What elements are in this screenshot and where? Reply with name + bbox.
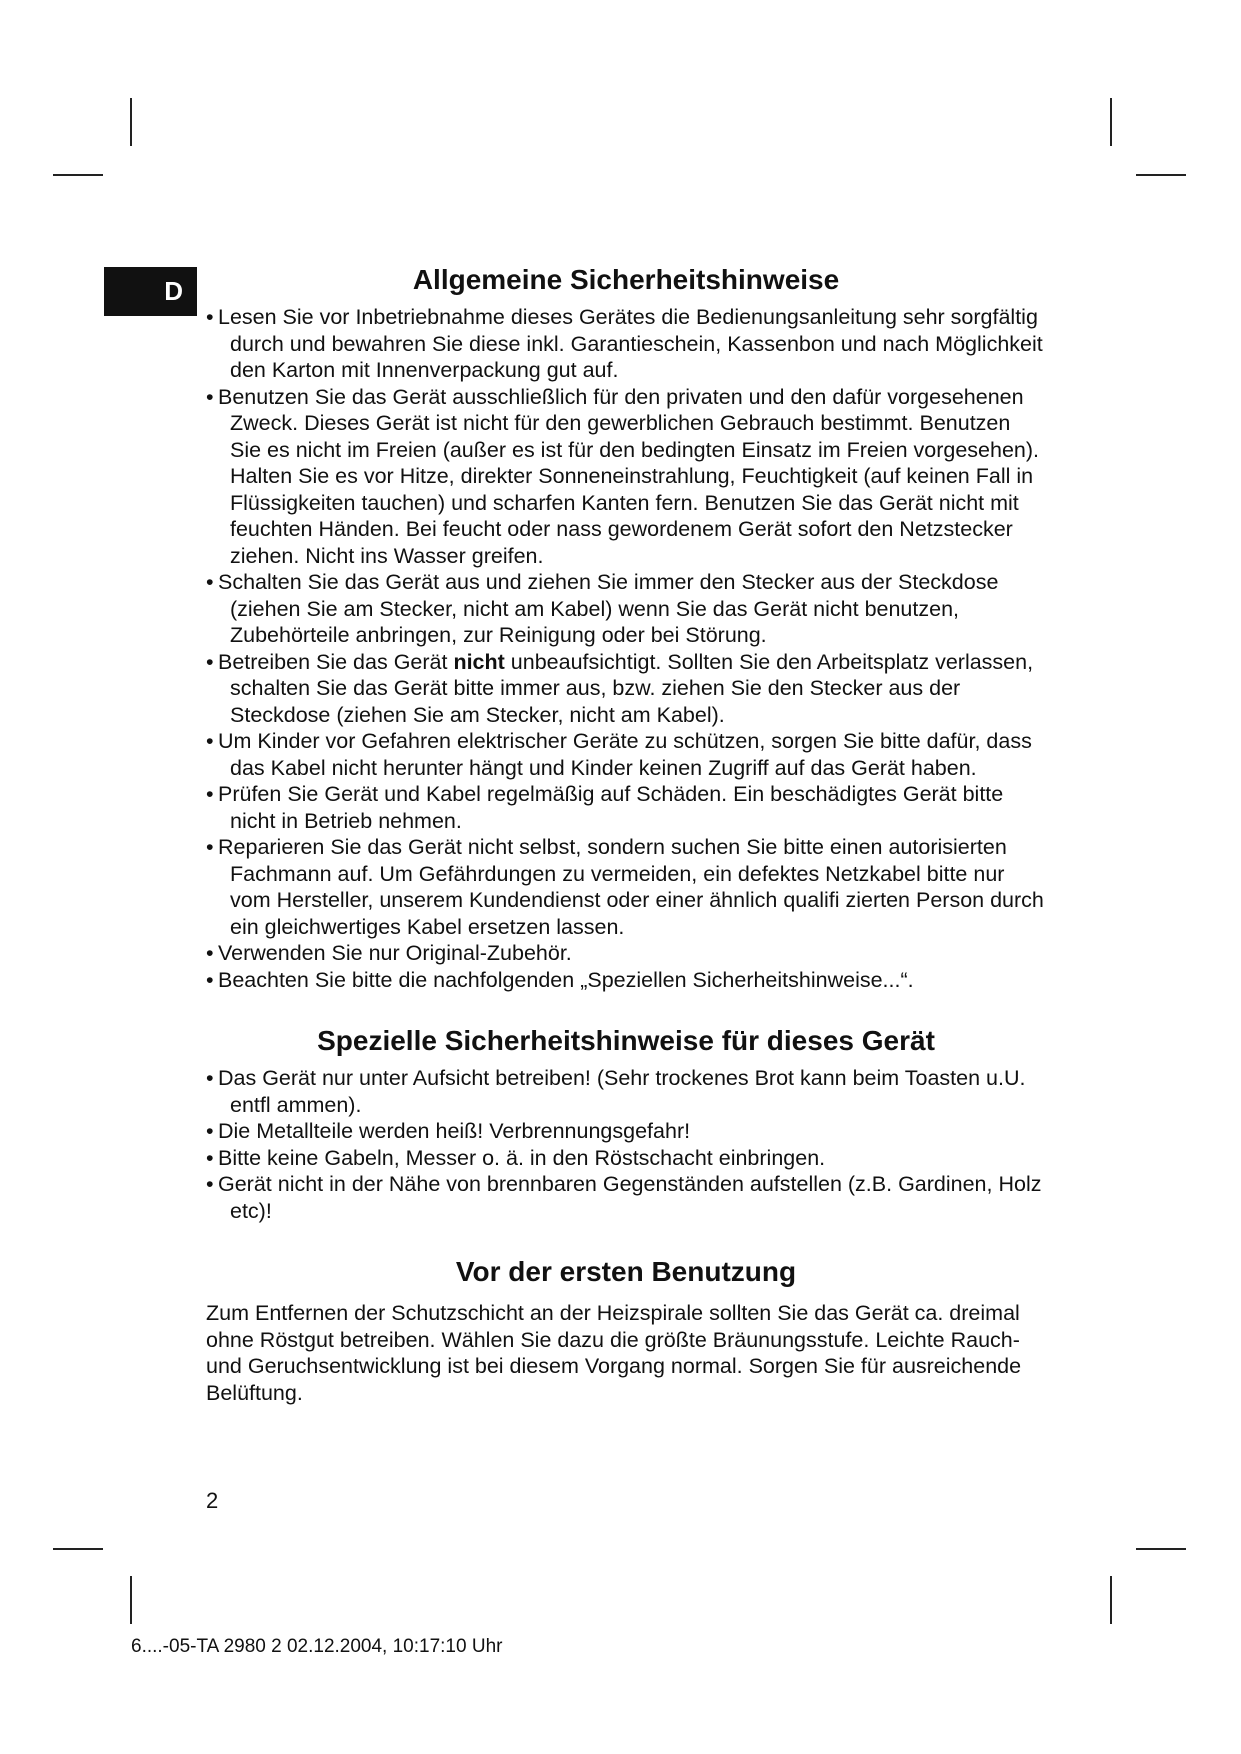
list-item-text: unbeaufsichtigt. Sollten Sie den Arbeitsplatz verlassen, schalten Sie das Gerät bitte immer aus, bzw. ziehen Sie den Stecker aus der Steckdose (ziehen Sie am Stecker, nicht am Kabel). xyxy=(230,649,1034,727)
list-item: • Bitte keine Gabeln, Messer o. ä. in den Röstschacht einbringen. xyxy=(206,1145,1046,1172)
crop-mark-bottom-right-horizontal xyxy=(1136,1548,1186,1550)
list-item: • Verwenden Sie nur Original-Zubehör. xyxy=(206,940,1046,967)
page-content xyxy=(206,262,1046,1406)
list-item-text: Betreiben Sie das Gerät xyxy=(218,649,454,674)
general-safety-heading: Allgemeine Sicherheitshinweise xyxy=(412,264,840,295)
crop-mark-bottom-right-vertical xyxy=(1110,1576,1112,1624)
crop-mark-top-left-horizontal xyxy=(53,174,103,176)
list-item: • Benutzen Sie das Gerät ausschließlich für den privaten und den dafür vorgesehenen Zweck. Dieses Gerät ist nicht für den gewerblichen Gebrauch bestimmt. Benutzen Sie es nicht im Freien (außer es ist für den bedingten Einsatz im Freien vorgesehen). Halten Sie es vor Hitze, direkter Sonneneinstrahlung, Feuchtigkeit (auf keinen Fall in Flüssigkeiten tauchen) und scharfen Kanten fern. Benutzen Sie das Gerät nicht mit feuchten Händen. Bei feucht oder nass gewordenem Gerät sofort den Netzstecker ziehen. Nicht ins Wasser greifen. xyxy=(206,384,1046,570)
first-use-paragraph: Zum Entfernen der Schutzschicht an der Heizspirale sollten Sie das Gerät ca. dreimal ohne Röstgut betreiben. Wählen Sie dazu die größte Bräunungsstufe. Leichte Rauch- und Geruchsentwicklung ist bei diesem Vorgang normal. Sorgen Sie für ausreichende Belüftung. xyxy=(206,1301,1022,1405)
list-item: • Beachten Sie bitte die nachfolgenden „Speziellen Sicherheitshinweise...“. xyxy=(206,967,1046,994)
list-item xyxy=(206,649,1046,729)
special-safety-section xyxy=(206,1023,1046,1224)
general-safety-section xyxy=(206,262,1046,993)
list-item: • Schalten Sie das Gerät aus und ziehen Sie immer den Stecker aus der Steckdose (ziehen Sie am Stecker, nicht am Kabel) wenn Sie das Gerät nicht benutzen, Zubehörteile anbringen, zur Reinigung oder bei Störung. xyxy=(206,569,1046,649)
crop-mark-bottom-left-vertical xyxy=(130,1576,132,1624)
list-item: • Das Gerät nur unter Aufsicht betreiben! (Sehr trockenes Brot kann beim Toasten u.U. entfl ammen). xyxy=(206,1065,1046,1118)
crop-mark-top-right-vertical xyxy=(1110,98,1112,146)
list-item-bold-text: nicht xyxy=(453,649,505,674)
print-footer: 6....-05-TA 2980 2 02.12.2004, 10:17:10 Uhr xyxy=(131,1636,503,1657)
crop-mark-bottom-left-horizontal xyxy=(53,1548,103,1550)
list-item: • Prüfen Sie Gerät und Kabel regelmäßig auf Schäden. Ein beschädigtes Gerät bitte nicht in Betrieb nehmen. xyxy=(206,781,1046,834)
general-safety-list xyxy=(206,304,1046,993)
crop-mark-top-right-horizontal xyxy=(1136,174,1186,176)
crop-mark-top-left-vertical xyxy=(130,98,132,146)
list-item: • Reparieren Sie das Gerät nicht selbst, sondern suchen Sie bitte einen autorisierten Fachmann auf. Um Gefährdungen zu vermeiden, ein defektes Netzkabel bitte nur vom Hersteller, unserem Kundendienst oder einer ähnlich qualifi zierten Person durch ein gleichwertiges Kabel ersetzen lassen. xyxy=(206,834,1046,940)
first-use-heading: Vor der ersten Benutzung xyxy=(455,1256,797,1287)
list-item: • Die Metallteile werden heiß! Verbrennungsgefahr! xyxy=(206,1118,1046,1145)
page-number: 2 xyxy=(206,1488,219,1513)
first-use-section xyxy=(206,1254,1046,1406)
list-item: • Lesen Sie vor Inbetriebnahme dieses Gerätes die Bedienungsanleitung sehr sorgfältig durch und bewahren Sie diese inkl. Garantieschein, Kassenbon und nach Möglichkeit den Karton mit Innenverpackung gut auf. xyxy=(206,304,1046,384)
special-safety-heading: Spezielle Sicherheitshinweise für dieses Gerät xyxy=(317,1025,935,1056)
list-item: • Gerät nicht in der Nähe von brennbaren Gegenständen aufstellen (z.B. Gardinen, Holz etc)! xyxy=(206,1171,1046,1224)
special-safety-list xyxy=(206,1065,1046,1224)
language-tab: D xyxy=(104,267,197,316)
list-item: • Um Kinder vor Gefahren elektrischer Geräte zu schützen, sorgen Sie bitte dafür, dass das Kabel nicht herunter hängt und Kinder keinen Zugriff auf das Gerät haben. xyxy=(206,728,1046,781)
